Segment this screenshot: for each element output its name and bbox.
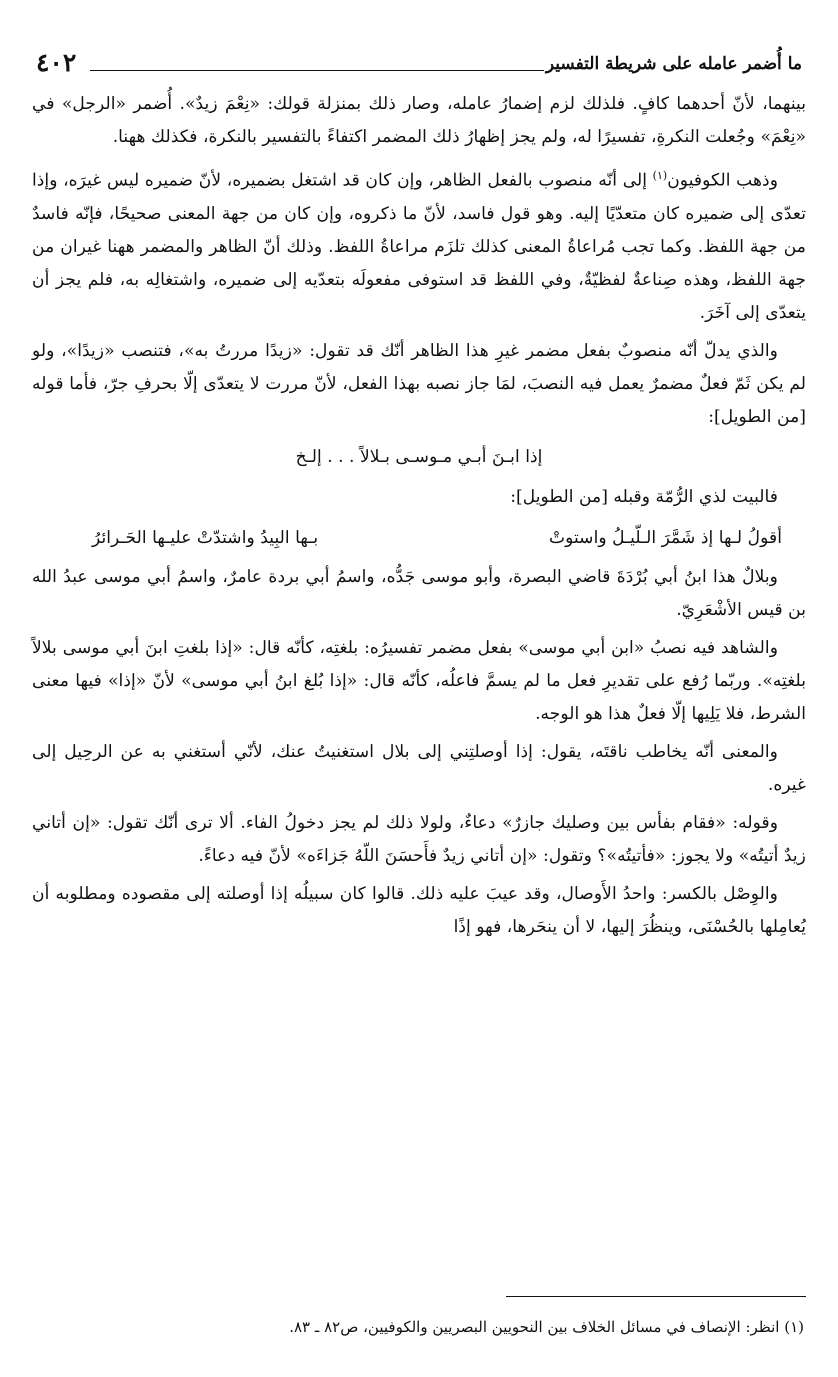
footnote-marker: (١) xyxy=(652,169,668,182)
paragraph-3: والذي يدلّ أنّه منصوبٌ بفعل مضمر غيرِ هذا الظاهر أنّك قد تقول: «زيدًا مررتُ به»، فتنصب «زيدًا»، ولو لم يكن ثَمّ فعلٌ مضمرٌ يعمل فيه النصبَ، لمَا جاز نصبه بهذا الفعل، لأنّ مررت لا يتعدّى إلّا بحرفِ جرّ، فأما قوله [من الطويل]: xyxy=(32,340,806,427)
paragraph-5: والشاهد فيه نصبُ «ابن أبي موسى» بفعل مضمر تفسيرُه: بلغتِه، كأنّه قال: «إذا بلغتِ ابنَ أبي موسى بلالاً بلغتِه». وربّما رُفع على تقديرِ فعل ما لم يسمَّ فاعلُه، كأنّه قال: «إذا بُلغ ابنُ أبي موسى» لأنّ «إذا» فيها معنى الشرط، فلا يَلِيها إلّا فعلٌ هذا هو الوجه. xyxy=(32,637,806,724)
verse-couplet xyxy=(32,519,806,557)
body-text xyxy=(32,88,806,944)
second-hemistich: بـها البِيدُ واشتدّتْ عليـها الحَـرائرُ xyxy=(92,527,319,548)
page-header xyxy=(32,48,806,88)
verse-citation: إذا ابـنَ أبـي مـوسـى بـلالاً . . . إلـخ xyxy=(295,446,543,467)
footnote: (١) انظر: الإنصاف في مسائل الخلاف بين النحويين البصريين والكوفيين، ص٨٢ ـ ٨٣. xyxy=(289,1318,804,1336)
paragraph-2-text: إلى أنّه منصوب بالفعل الظاهر، وإن كان قد اشتغل بضميره، لأنّ ضميره ليس غيرَه، وإذا تعدّى إلى ضميره كان متعدّيًا إليه. وهو قول فاسد، لأنّ ما ذكروه، وإن كان من جهة المعنى صحيحًا، فإنّه فاسدٌ من جهة اللفظ. وكما تجب مُراعاةُ المعنى كذلك تلزَم مراعاةُ اللفظ. وذلك أنّ الظاهر والمضمر ههنا غيران من جهة اللفظ، وهذه صِناعةٌ لفظيّةٌ، وفي اللفظ قد استوفى مفعولَه بتعدّيه إلى ضميره، واشتغالِه به، فلم يجز أن يتعدّى إلى آخَرَ. xyxy=(32,170,806,323)
page-number: ٤٠٢ xyxy=(36,48,77,77)
paragraph-8: والوِصْل بالكسر: واحدُ الأَوصال، وقد عيبَ عليه ذلك. قالوا كان سبيلُه إذا أوصلته إلى مقصوده ومطلوبه أن يُعامِلها بالحُسْنَى، وينظُرَ إليها، لا أن ينحَرها، فهو إذًا xyxy=(32,883,806,937)
first-hemistich: أقولُ لـها إذ شَمَّرَ الـلّيـلُ واستوتْ xyxy=(548,527,782,548)
verse-intro: فالبيت لذي الرُّمّة وقبله [من الطويل]: xyxy=(510,486,778,507)
paragraph-7: وقوله: «فقام بفأس بين وصليك جازرٌ» دعاءٌ، ولولا ذلك لم يجز دخولُ الفاء. ألا ترى أنّك تقول: «إن أتاني زيدٌ أتيتُه» ولا يجوز: «فأتيتُه»؟ وتقول: «إن أتاني زيدٌ فأَحسَنَ اللّهُ جَزاءَه» لأنّ فيه دعاءً. xyxy=(32,812,806,866)
paragraph-6: والمعنى أنّه يخاطب ناقتَه، يقول: إذا أوصلتِني إلى بلال استغنيتُ عنك، لأنّي أستغني به عن الرحِيل إلى غيره. xyxy=(32,741,806,795)
paragraph-2-lead: وذهب الكوفيون xyxy=(667,170,778,191)
footnote-rule xyxy=(506,1296,806,1297)
paragraph-1: بينهما، لأنّ أحدهما كافٍ. فلذلك لزم إضمارُ عامله، وصار ذلك بمنزلة قولك: «نِعْمَ زيدٌ». أُضمر «الرجل» في «نِعْمَ» وجُعلت النكرةِ، تفسيرًا له، ولم يجز إظهارُ ذلك المضمر اكتفاءً بالتفسير بالنكرة، فكذلك ههنا. xyxy=(32,94,806,147)
running-title: ما أُضمر عامله على شريطة التفسير xyxy=(545,54,802,74)
paragraph-4: وبلالٌ هذا ابنُ أبي بُرْدَةَ قاضي البصرة، وأبو موسى جَدُّه، واسمُ أبي بردة عامرٌ، واسمُ أبي موسى عبدُ الله بن قيس الأشْعَرِيّ. xyxy=(32,566,806,620)
paragraph-2 xyxy=(32,159,806,330)
header-rule xyxy=(90,70,544,71)
